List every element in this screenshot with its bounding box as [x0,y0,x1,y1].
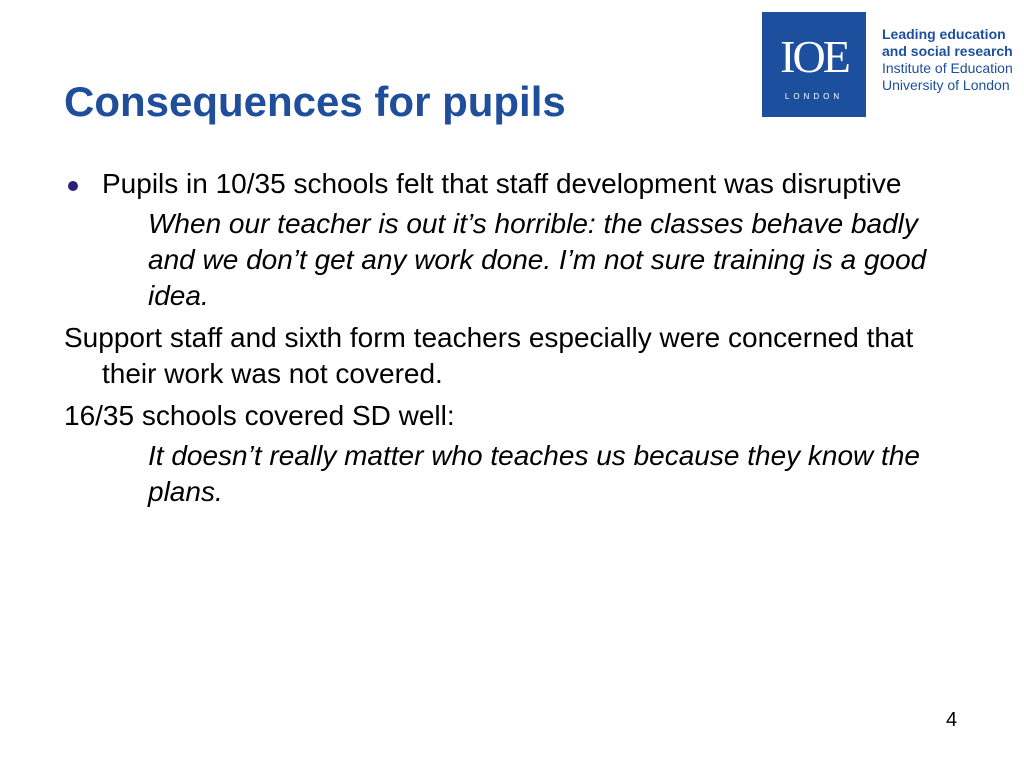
page-number: 4 [946,709,958,731]
institute-line-2: University of London [882,77,1010,93]
pupil-quote-2: It doesn’t really matter who teaches us because they know the plans. [148,440,920,507]
tagline-line-2: and social research [882,43,1013,59]
schools-covered-paragraph: 16/35 schools covered SD well: [64,400,455,431]
ioe-logo [762,12,866,117]
bullet-item [64,166,964,202]
bullet-text: Pupils in 10/35 schools felt that staff development was disruptive [102,168,902,199]
institution-text [882,26,1022,94]
support-staff-paragraph: Support staff and sixth form teachers especially were concerned that their work was not covered. [64,322,914,389]
slide-body [64,166,964,510]
institute-line-1: Institute of Education [882,60,1013,76]
pupil-quote-1: When our teacher is out it’s horrible: the classes behave badly and we don’t get any work done. I’m not sure training is a good idea. [148,208,927,311]
bullet-dot-icon [68,181,78,191]
logo-mark: IOE [780,31,848,82]
tagline-line-1: Leading education [882,26,1006,42]
slide-title: Consequences for pupils [64,78,566,125]
logo-sub: LONDON [784,92,844,101]
